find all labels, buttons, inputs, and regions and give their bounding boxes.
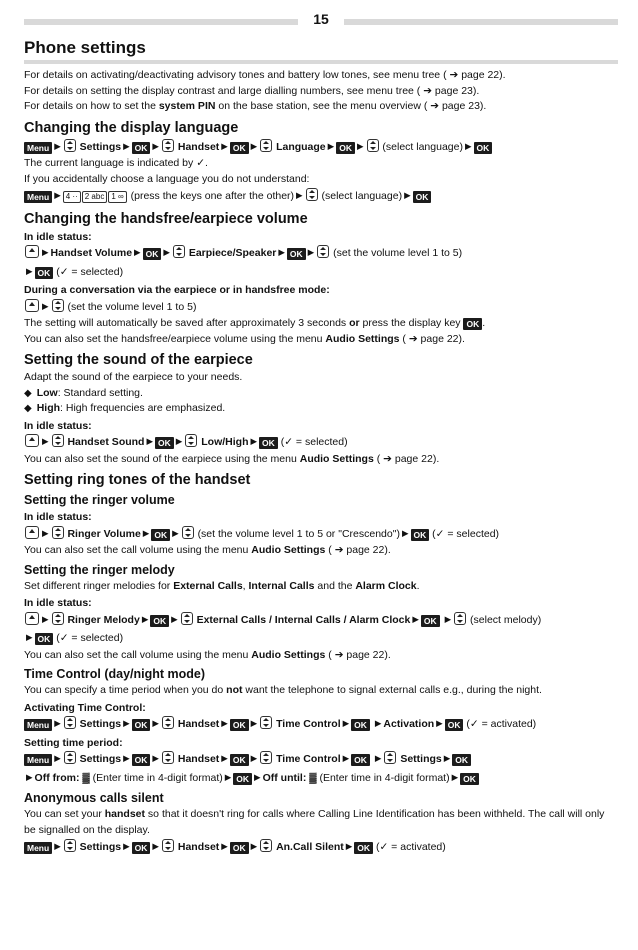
arrow-icon: ▶ bbox=[42, 247, 49, 257]
arrow-icon: ▶ bbox=[250, 140, 258, 151]
arrow-icon: ▶ bbox=[123, 841, 130, 851]
ok-key: OK bbox=[452, 754, 471, 766]
intro-line-1: For details on activating/deactivating advisory tones and battery low tones, see menu tree ( ➔ page 22). bbox=[24, 69, 506, 81]
nav-path-time-period-cont: ▶ Off from: ▓ (Enter time in 4-digit format) ▶ OK ▶ Off until: ▓ (Enter time in 4-digit format) ▶ OK bbox=[24, 769, 618, 788]
ok-key: OK bbox=[230, 842, 249, 854]
arrow-icon: ▶ bbox=[307, 247, 315, 257]
ok-key: OK bbox=[132, 142, 151, 154]
arrow-icon: ▶ bbox=[142, 527, 150, 538]
arrow-icon: ▶ bbox=[42, 527, 49, 538]
arrow-icon: ▶ bbox=[54, 753, 61, 763]
menu-key: Menu bbox=[24, 719, 52, 731]
menu-key: Menu bbox=[24, 754, 52, 766]
diamond-bullet-icon: ◆ bbox=[24, 403, 32, 414]
also-audio-settings-note: You can also set the call volume using the menu Audio Settings ( ➔ page 22). bbox=[24, 544, 391, 556]
arrow-icon: ▶ bbox=[404, 190, 411, 200]
arrow-icon: ▶ bbox=[250, 718, 258, 728]
navigation-key-icon bbox=[52, 526, 64, 539]
digit-key-1: 1 ∞ bbox=[108, 191, 126, 203]
navigation-up-key-icon bbox=[25, 299, 39, 312]
arrow-icon: ▶ bbox=[123, 140, 130, 151]
arrow-icon: ▶ bbox=[254, 771, 261, 782]
arrow-icon: ▶ bbox=[152, 841, 159, 851]
arrow-icon: ▶ bbox=[443, 753, 451, 763]
navigation-key-icon bbox=[260, 751, 272, 764]
nav-path-ringer-volume: ▶ Ringer Volume ▶ OK ▶ (set the volume level 1 to 5 or "Crescendo") ▶ OK (✓ = selected) bbox=[24, 525, 618, 544]
arrow-icon: ▶ bbox=[26, 265, 33, 276]
ok-key: OK bbox=[351, 754, 370, 766]
ok-key: OK bbox=[287, 248, 306, 260]
navigation-key-icon bbox=[64, 716, 76, 729]
arrow-icon: ▶ bbox=[374, 753, 382, 763]
navigation-key-icon bbox=[162, 839, 174, 852]
page-number: 15 bbox=[313, 11, 329, 27]
keypad-icon: ▓ bbox=[309, 772, 317, 784]
navigation-key-icon bbox=[162, 139, 174, 152]
page-header bbox=[24, 10, 618, 34]
menu-key: Menu bbox=[24, 191, 52, 203]
arrow-icon: ▶ bbox=[175, 436, 183, 446]
setting-time-period-label: Setting time period: bbox=[24, 736, 123, 749]
ok-key: OK bbox=[143, 248, 162, 260]
arrow-icon: ▶ bbox=[451, 771, 459, 782]
arrow-icon: ▶ bbox=[444, 613, 452, 624]
during-conversation-label: During a conversation via the earpiece or in handsfree mode: bbox=[24, 284, 330, 296]
navigation-up-key-icon bbox=[25, 526, 39, 539]
arrow-icon: ▶ bbox=[171, 613, 178, 624]
intro-line-2: For details on setting the display contrast and large dialling numbers, see menu tree ( ➔ page 23). bbox=[24, 84, 480, 97]
arrow-icon: ▶ bbox=[464, 140, 472, 151]
arrow-icon: ▶ bbox=[123, 718, 130, 728]
arrow-icon: ▶ bbox=[221, 718, 228, 728]
arrow-icon: ▶ bbox=[172, 527, 179, 538]
header-rule-right bbox=[344, 19, 618, 25]
subheading-ringer-volume: Setting the ringer volume bbox=[24, 493, 175, 507]
subheading-anonymous-calls: Anonymous calls silent bbox=[24, 791, 164, 805]
arrow-icon: ▶ bbox=[250, 436, 258, 446]
arrow-icon: ▶ bbox=[250, 753, 258, 763]
arrow-icon: ▶ bbox=[152, 753, 159, 763]
page-content bbox=[24, 38, 618, 857]
arrow-icon: ▶ bbox=[221, 753, 228, 763]
keypad-icon: ▓ bbox=[82, 772, 90, 784]
current-language-note: The current language is indicated by ✓. bbox=[24, 157, 208, 169]
nav-path-handset-volume-cont: ▶ OK (✓ = selected) bbox=[26, 265, 124, 278]
arrow-icon: ▶ bbox=[221, 140, 228, 151]
arrow-icon: ▶ bbox=[327, 140, 335, 151]
menu-key: Menu bbox=[24, 842, 52, 854]
ok-key: OK bbox=[445, 719, 464, 731]
navigation-key-icon bbox=[173, 245, 185, 258]
ok-key: OK bbox=[463, 318, 482, 330]
navigation-key-icon bbox=[64, 839, 76, 852]
navigation-key-icon bbox=[185, 434, 197, 447]
auto-save-note: The setting will automatically be saved after approximately 3 seconds or press the display key OK . bbox=[24, 317, 486, 329]
navigation-key-icon bbox=[260, 716, 272, 729]
idle-status-label: In idle status: bbox=[24, 419, 92, 432]
anonymous-calls-note: You can set your handset so that it doesn't ring for calls where Calling Line Identification has been withheld. The call will only be signalled on the display. bbox=[24, 808, 605, 836]
ok-key: OK bbox=[421, 615, 440, 627]
nav-path-time-control-activation: Menu ▶ Settings ▶ OK ▶ Handset ▶ OK ▶ Time Control ▶ OK ▶ Activation ▶ OK (✓ = activated) bbox=[24, 715, 618, 734]
nav-path-ringer-melody-cont: ▶ OK (✓ = selected) bbox=[26, 632, 124, 644]
navigation-up-key-icon bbox=[25, 434, 39, 447]
ok-key: OK bbox=[35, 267, 54, 279]
arrow-icon: ▶ bbox=[374, 718, 382, 728]
nav-path-ringer-melody: ▶ Ringer Melody ▶ OK ▶ External Calls / Internal Calls / Alarm Clock ▶ OK ▶ (select melody) bbox=[24, 611, 618, 630]
arrow-icon: ▶ bbox=[221, 841, 228, 851]
ok-key: OK bbox=[230, 719, 249, 731]
arrow-icon: ▶ bbox=[342, 753, 350, 763]
ok-key: OK bbox=[354, 842, 373, 854]
navigation-key-icon bbox=[52, 434, 64, 447]
navigation-key-icon bbox=[260, 839, 272, 852]
section-heading-handsfree-volume: Changing the handsfree/earpiece volume bbox=[24, 210, 308, 227]
arrow-icon: ▶ bbox=[54, 841, 61, 851]
arrow-icon: ▶ bbox=[42, 436, 49, 446]
ok-key: OK bbox=[151, 529, 170, 541]
ok-key: OK bbox=[233, 773, 252, 785]
accident-note: If you accidentally choose a language you do not understand: bbox=[24, 172, 310, 185]
arrow-icon: ▶ bbox=[54, 190, 61, 200]
diamond-bullet-icon: ◆ bbox=[24, 387, 32, 399]
also-audio-settings-note: You can also set the call volume using the menu Audio Settings ( ➔ page 22). bbox=[24, 648, 391, 661]
arrow-icon: ▶ bbox=[26, 632, 33, 642]
ok-key: OK bbox=[230, 754, 249, 766]
arrow-icon: ▶ bbox=[134, 247, 141, 257]
arrow-icon: ▶ bbox=[54, 140, 61, 151]
arrow-icon: ▶ bbox=[401, 527, 409, 538]
arrow-icon: ▶ bbox=[163, 247, 170, 257]
intro-line-3: For details on how to set the system PIN on the base station, see the menu overview ( ➔ page 23). bbox=[24, 100, 487, 112]
arrow-icon: ▶ bbox=[224, 771, 232, 782]
arrow-icon: ▶ bbox=[412, 613, 419, 624]
ok-key: OK bbox=[351, 719, 370, 731]
arrow-icon: ▶ bbox=[356, 140, 364, 151]
nav-path-language: Menu ▶ Settings ▶ OK ▶ Handset ▶ OK ▶ Language ▶ OK ▶ (select language) ▶ OK bbox=[24, 138, 618, 157]
adapt-note: Adapt the sound of the earpiece to your needs. bbox=[24, 371, 243, 383]
arrow-icon: ▶ bbox=[152, 718, 159, 728]
navigation-key-icon bbox=[182, 526, 194, 539]
ok-key: OK bbox=[150, 615, 169, 627]
arrow-icon: ▶ bbox=[123, 753, 130, 763]
digit-key-4: 4 ·· bbox=[63, 191, 81, 203]
nav-path-anonymous-calls: Menu ▶ Settings ▶ OK ▶ Handset ▶ OK ▶ An.Call Silent ▶ OK (✓ = activated) bbox=[24, 838, 618, 857]
digit-key-2: 2 abc bbox=[82, 191, 108, 203]
navigation-key-icon bbox=[64, 751, 76, 764]
section-heading-earpiece-sound: Setting the sound of the earpiece bbox=[24, 352, 253, 368]
arrow-icon: ▶ bbox=[296, 190, 303, 200]
ok-key: OK bbox=[132, 754, 151, 766]
page-title: Phone settings bbox=[24, 38, 618, 64]
ok-key: OK bbox=[155, 437, 174, 449]
arrow-icon: ▶ bbox=[54, 718, 61, 728]
menu-key: Menu bbox=[24, 142, 52, 154]
navigation-key-icon bbox=[162, 751, 174, 764]
navigation-key-icon bbox=[454, 612, 466, 625]
arrow-icon: ▶ bbox=[141, 613, 149, 624]
idle-status-label: In idle status: bbox=[24, 597, 92, 609]
arrow-icon: ▶ bbox=[152, 140, 159, 151]
arrow-icon: ▶ bbox=[436, 718, 443, 728]
bullet-high: ◆ High: High frequencies are emphasized. bbox=[24, 402, 226, 414]
arrow-icon: ▶ bbox=[42, 613, 49, 624]
navigation-key-icon bbox=[306, 188, 318, 201]
ok-key: OK bbox=[336, 142, 355, 154]
arrow-icon: ▶ bbox=[250, 841, 258, 851]
navigation-key-icon bbox=[384, 751, 396, 764]
arrow-icon: ▶ bbox=[42, 300, 49, 311]
ok-key: OK bbox=[474, 142, 493, 154]
section-heading-ring-tones: Setting ring tones of the handset bbox=[24, 472, 251, 488]
nav-path-language-reset: Menu ▶ 4 ·· 2 abc 1 ∞ (press the keys one after the other) ▶ (select language) ▶ OK bbox=[24, 187, 618, 206]
idle-status-label: In idle status: bbox=[24, 230, 92, 243]
ok-key: OK bbox=[259, 437, 278, 449]
melody-note: Set different ringer melodies for External Calls, Internal Calls and the Alarm Clock. bbox=[24, 579, 420, 592]
ok-key: OK bbox=[132, 719, 151, 731]
idle-status-label: In idle status: bbox=[24, 511, 92, 523]
nav-path-during-call: ▶ (set the volume level 1 to 5) bbox=[24, 298, 618, 317]
navigation-up-key-icon bbox=[25, 245, 39, 258]
ok-key: OK bbox=[230, 142, 249, 154]
arrow-icon: ▶ bbox=[278, 247, 285, 257]
arrow-icon: ▶ bbox=[342, 718, 350, 728]
navigation-up-key-icon bbox=[25, 612, 39, 625]
ok-key: OK bbox=[413, 191, 432, 203]
navigation-key-icon bbox=[367, 139, 379, 152]
nav-path-time-period: Menu ▶ Settings ▶ OK ▶ Handset ▶ OK ▶ Time Control ▶ OK ▶ Settings ▶ OK bbox=[24, 750, 618, 769]
also-audio-settings-note: You can also set the sound of the earpiece using the menu Audio Settings ( ➔ page 22). bbox=[24, 452, 440, 465]
arrow-icon: ▶ bbox=[345, 841, 353, 851]
ok-key: OK bbox=[35, 633, 54, 645]
navigation-key-icon bbox=[260, 139, 272, 152]
navigation-key-icon bbox=[52, 612, 64, 625]
ok-key: OK bbox=[132, 842, 151, 854]
activating-time-control-label: Activating Time Control: bbox=[24, 701, 146, 714]
arrow-icon: ▶ bbox=[146, 436, 154, 446]
section-heading-display-language: Changing the display language bbox=[24, 119, 239, 136]
nav-path-handset-sound: ▶ Handset Sound ▶ OK ▶ Low/High ▶ OK (✓ = selected) bbox=[24, 433, 618, 452]
navigation-key-icon bbox=[181, 612, 193, 625]
subheading-time-control: Time Control (day/night mode) bbox=[24, 667, 206, 681]
also-audio-settings-note: You can also set the handsfree/earpiece volume using the menu Audio Settings ( ➔ page 22). bbox=[24, 332, 465, 345]
navigation-key-icon bbox=[64, 139, 76, 152]
navigation-key-icon bbox=[317, 245, 329, 258]
ok-key: OK bbox=[411, 529, 430, 541]
time-control-note: You can specify a time period when you do not want the telephone to signal external calls e.g., during the night. bbox=[24, 684, 542, 696]
nav-path-handset-volume: ▶ Handset Volume ▶ OK ▶ Earpiece/Speaker ▶ OK ▶ (set the volume level 1 to 5) bbox=[24, 244, 618, 263]
ok-key: OK bbox=[460, 773, 479, 785]
navigation-key-icon bbox=[162, 716, 174, 729]
arrow-icon: ▶ bbox=[26, 771, 33, 782]
navigation-key-icon bbox=[52, 299, 64, 312]
subheading-ringer-melody: Setting the ringer melody bbox=[24, 562, 175, 577]
bullet-low: ◆ Low: Standard setting. bbox=[24, 386, 143, 399]
